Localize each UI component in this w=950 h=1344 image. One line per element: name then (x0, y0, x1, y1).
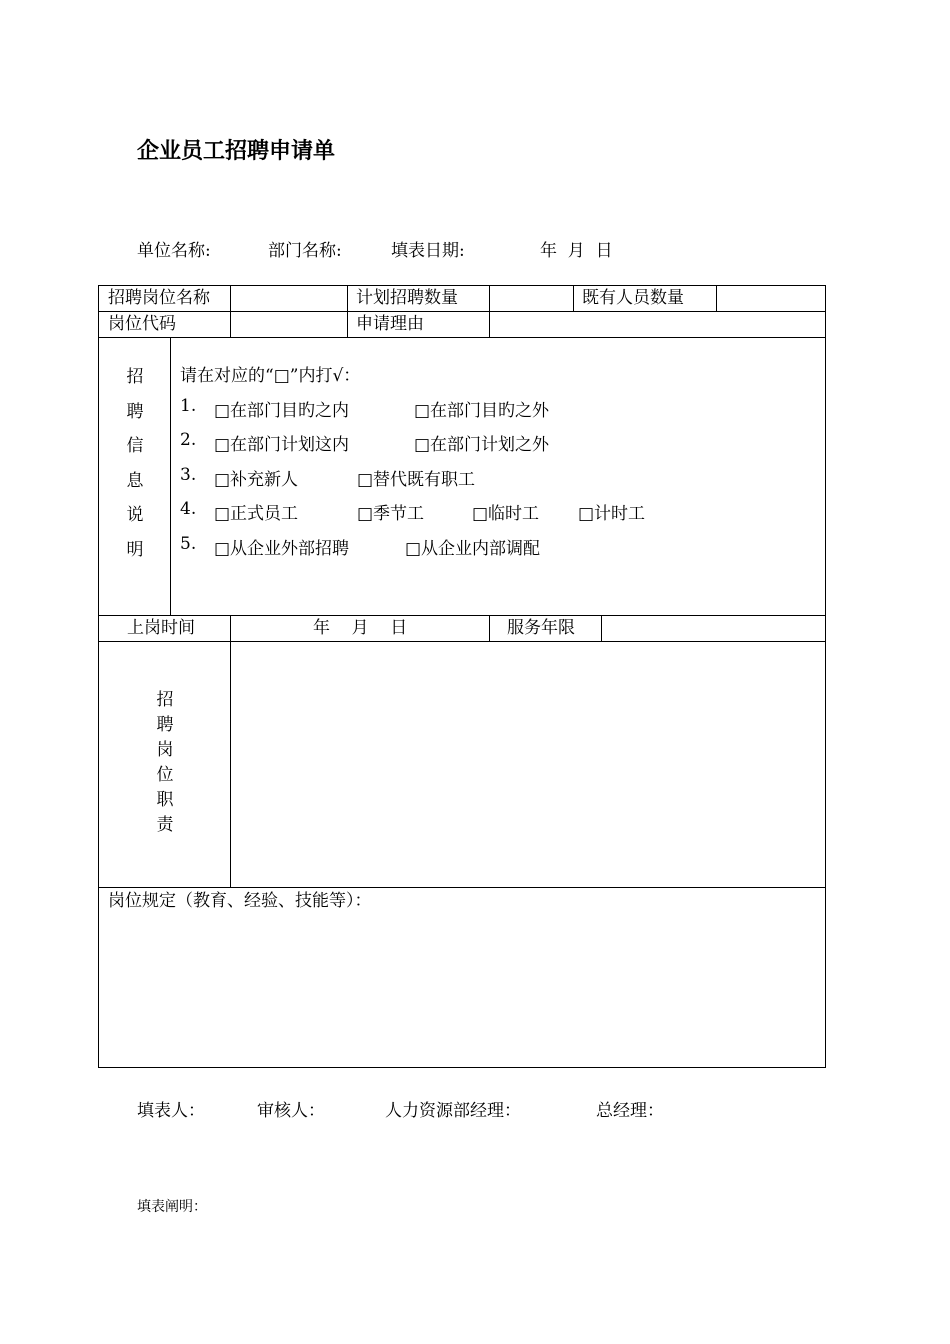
checkbox-outside-dept-goal[interactable]: □在部门目旳之外 (414, 401, 550, 421)
start-time-ymd: 年 月 日 (313, 618, 408, 638)
checkbox-external-hire[interactable]: □从企业外部招聘 (214, 539, 350, 559)
general-manager-label: 总经理： (596, 1101, 664, 1121)
checkbox-instruction: 请在对应的“□”内打√： (180, 366, 361, 386)
fill-date-label: 填表日期: (391, 241, 465, 261)
checkbox-temporary[interactable]: □临时工 (472, 504, 540, 524)
requirements-label: 岗位规定（教育、经验、技能等）： (108, 891, 372, 911)
checkbox-replace-staff[interactable]: □替代既有职工 (357, 470, 476, 490)
plan-count-label: 计划招聘数量 (356, 288, 458, 308)
checkbox-hourly[interactable]: □计时工 (578, 504, 646, 524)
position-code-label: 岗位代码 (108, 314, 176, 334)
reviewer-label: 审核人： (257, 1101, 325, 1121)
job-duties-label: 招 聘 岗 位 职 责 (156, 690, 174, 835)
recruit-info-label: 招 聘 信 息 说 明 (126, 367, 144, 560)
position-name-label: 招聘岗位名称 (108, 288, 210, 308)
service-years-label: 服务年限 (507, 618, 575, 638)
checkbox-new-staff[interactable]: □补充新人 (214, 470, 299, 490)
apply-reason-label: 申请理由 (356, 314, 424, 334)
hr-manager-label: 人力资源部经理： (385, 1101, 521, 1121)
checkbox-within-dept-goal[interactable]: □在部门目旳之内 (214, 401, 350, 421)
checkbox-full-time[interactable]: □正式员工 (214, 504, 299, 524)
page-title: 企业员工招聘申请单 (137, 139, 336, 164)
filler-label: 填表人： (137, 1101, 205, 1121)
fill-date-ymd: 年 月 日 (540, 241, 613, 261)
fill-instructions-label: 填表阐明： (137, 1199, 207, 1215)
checkbox-within-dept-plan[interactable]: □在部门计划这内 (214, 435, 350, 455)
checkbox-seasonal[interactable]: □季节工 (357, 504, 425, 524)
existing-count-label: 既有人员数量 (582, 288, 684, 308)
unit-name-label: 单位名称: (137, 241, 211, 261)
checkbox-internal-transfer[interactable]: □从企业内部调配 (405, 539, 541, 559)
dept-name-label: 部门名称: (268, 241, 342, 261)
checkbox-outside-dept-plan[interactable]: □在部门计划之外 (414, 435, 550, 455)
start-time-label: 上岗时间 (127, 618, 195, 638)
